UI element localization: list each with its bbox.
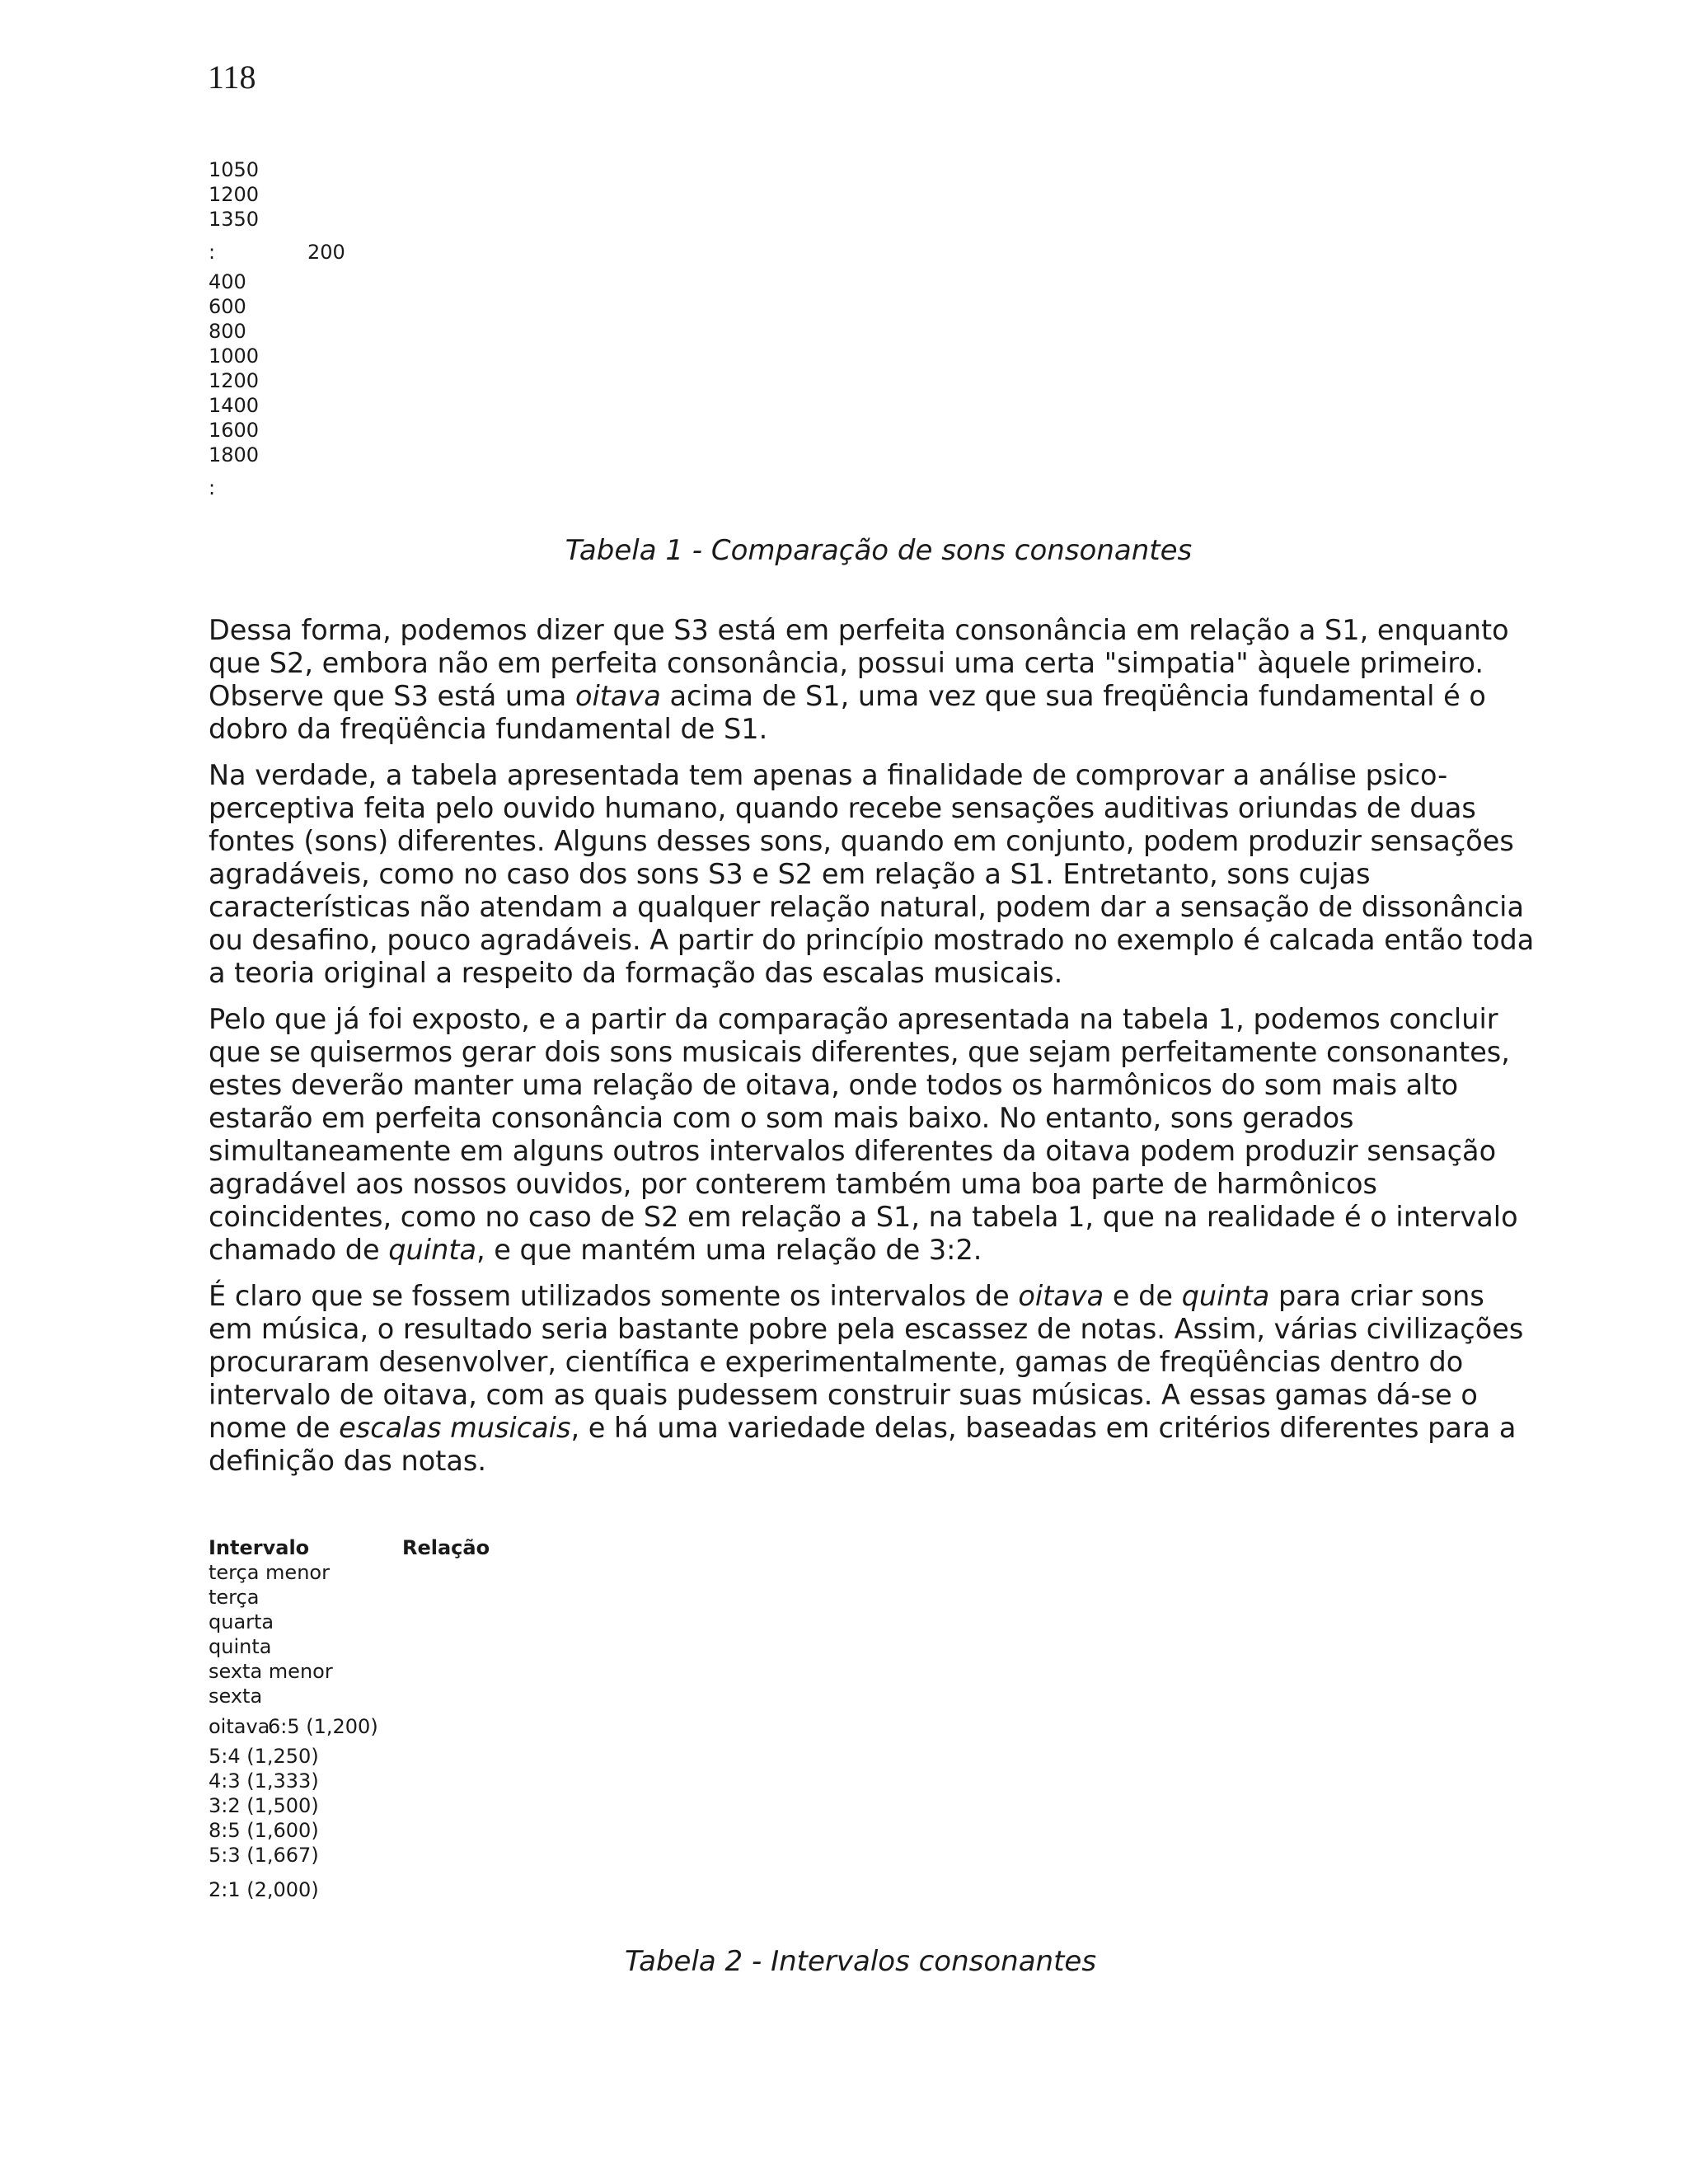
body-text	[209, 614, 1536, 1491]
paragraph-text: e de	[1104, 1280, 1182, 1312]
paragraph	[209, 1280, 1536, 1478]
table1-value: 1050	[209, 158, 260, 181]
table2-oitava-ratio: 6:5 (1,200)	[268, 1715, 378, 1738]
table2-caption: Tabela 2 - Intervalos consonantes	[624, 1945, 1097, 1978]
table1-colon-label: :	[209, 241, 216, 264]
table1-value: 600	[209, 295, 246, 318]
table1-value: 1200	[209, 369, 260, 392]
table1-colon-end: :	[209, 476, 216, 499]
table1-values-bottom	[209, 269, 259, 467]
italic-term: oitava	[574, 680, 661, 712]
paragraph	[209, 1003, 1536, 1267]
table2-ratio: 5:3 (1,667)	[209, 1844, 319, 1867]
paragraph-text: para criar sons em música, o resultado seria bastante pobre pela escassez de notas. Assim, várias civilizações procuraram desenvolver, científica e experimentalmente, gamas de freqüências dentro do intervalo de oitava, com as quais pudessem construir suas músicas. A essas gamas dá-se o nome de	[209, 1280, 1524, 1444]
table2-interval: quarta	[209, 1610, 274, 1633]
table1-colon-value: 200	[307, 241, 345, 264]
table1-caption: Tabela 1 - Comparação de sons consonantes	[565, 534, 1193, 567]
table1-value: 800	[209, 320, 246, 343]
table2-intervals	[209, 1560, 333, 1708]
italic-term: escalas musicais	[339, 1412, 571, 1444]
paragraph-text: Na verdade, a tabela apresentada tem apenas a finalidade de comprovar a análise psico-perceptiva feita pelo ouvido humano, quando recebe sensações auditivas oriundas de duas fontes (sons) diferentes. Alguns desses sons, quando em conjunto, podem produzir sensações agradáveis, como no caso dos sons S3 e S2 em relação a S1. Entretanto, sons cujas características não atendam a qualquer relação natural, podem dar a sensação de dissonância ou desafino, pouco agradáveis. A partir do princípio mostrado no exemplo é calcada então toda a teoria original a respeito da formação das escalas musicais.	[209, 759, 1535, 989]
paragraph-text: , e que mantém uma relação de 3:2.	[476, 1234, 982, 1266]
table2-ratios	[209, 1744, 319, 1868]
italic-term: oitava	[1018, 1280, 1104, 1312]
table1-values-top	[209, 157, 259, 232]
table1-colon-row	[209, 240, 345, 265]
italic-term: quinta	[1181, 1280, 1270, 1312]
paragraph-text: , e há uma variedade delas, baseadas em critérios diferentes para a definição das notas.	[209, 1412, 1517, 1477]
table2-ratio: 3:2 (1,500)	[209, 1794, 319, 1817]
table2-oitava-label: oitava	[209, 1715, 270, 1738]
paragraph-text: acima de S1, uma vez que sua freqüência fundamental é o dobro da freqüência fundamental de S1.	[209, 680, 1486, 745]
table1-value: 1350	[209, 208, 260, 231]
italic-term: quinta	[388, 1234, 476, 1266]
table2-header-interval: Intervalo	[209, 1536, 310, 1559]
table2-interval: sexta menor	[209, 1660, 333, 1683]
table2-oitava-row	[209, 1714, 378, 1739]
table1-value: 400	[209, 270, 246, 293]
table2-header-relation: Relação	[402, 1536, 490, 1559]
paragraph	[209, 759, 1536, 990]
paragraph-text: É claro que se fossem utilizados somente os intervalos de	[209, 1280, 1019, 1312]
table1-value: 1200	[209, 183, 260, 206]
table2-header	[209, 1535, 490, 1560]
table1-value: 1600	[209, 419, 260, 442]
table2-interval: sexta	[209, 1685, 263, 1708]
table1-value: 1800	[209, 443, 260, 466]
page-number: 118	[208, 59, 256, 96]
paragraph-text: Pelo que já foi exposto, e a partir da comparação apresentada na tabela 1, podemos concluir que se quisermos gerar dois sons musicais diferentes, que sejam perfeitamente consonantes, estes deverão manter uma relação de oitava, onde todos os harmônicos do som mais alto estarão em perfeita consonância com o som mais baixo. No entanto, sons gerados simultaneamente em alguns outros intervalos diferentes da oitava podem produzir sensação agradável aos nossos ouvidos, por conterem também uma boa parte de harmônicos coincidentes, como no caso de S2 em relação a S1, na tabela 1, que na realidade é o intervalo chamado de	[209, 1003, 1518, 1266]
table2-ratio: 4:3 (1,333)	[209, 1769, 319, 1793]
paragraph-text: Dessa forma, podemos dizer que S3 está em perfeita consonância em relação a S1, enquanto que S2, embora não em perfeita consonância, possui uma certa "simpatia" àquele primeiro. Observe que S3 está uma	[209, 614, 1509, 712]
paragraph	[209, 614, 1536, 746]
table2-ratio: 8:5 (1,600)	[209, 1819, 319, 1842]
table2-ratio: 5:4 (1,250)	[209, 1745, 319, 1768]
table2-interval: terça menor	[209, 1561, 330, 1584]
table1-value: 1000	[209, 344, 260, 368]
table2-last-ratio: 2:1 (2,000)	[209, 1878, 319, 1901]
table1-value: 1400	[209, 394, 260, 417]
table2-interval: terça	[209, 1586, 260, 1609]
table2-interval: quinta	[209, 1635, 272, 1658]
